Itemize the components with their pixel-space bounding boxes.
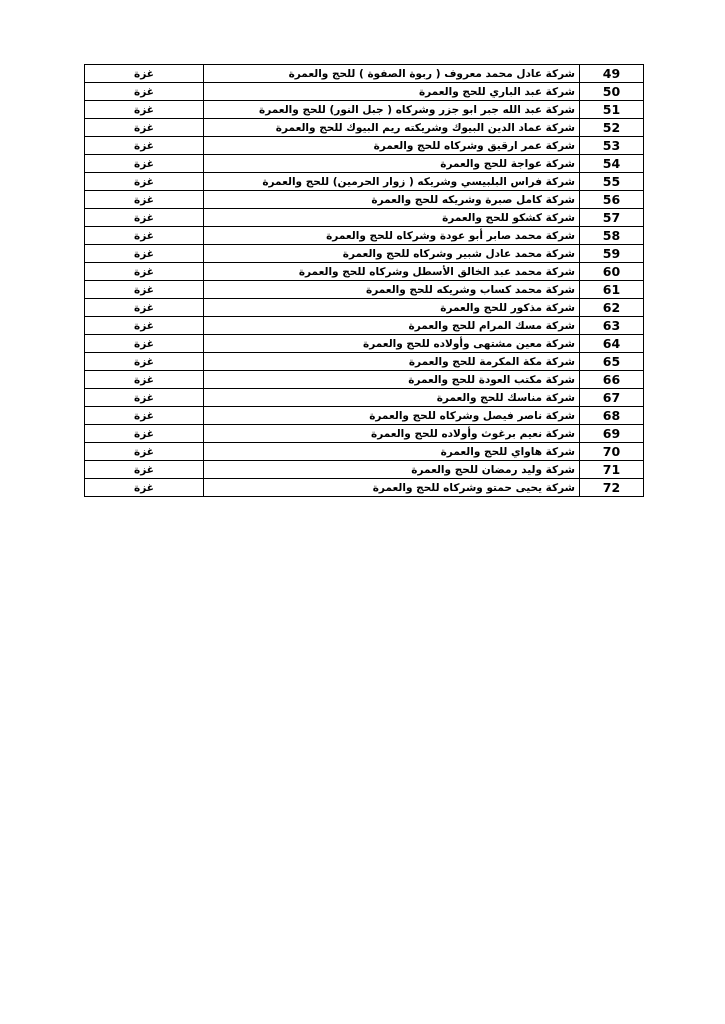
row-number-cell: 51: [580, 101, 644, 119]
row-number-cell: 57: [580, 209, 644, 227]
row-number-cell: 49: [580, 65, 644, 83]
city-cell: غزة: [85, 173, 204, 191]
table-row: [85, 317, 644, 335]
city-cell: غزة: [85, 119, 204, 137]
city-cell: غزة: [85, 443, 204, 461]
city-cell: غزة: [85, 461, 204, 479]
row-number-cell: 59: [580, 245, 644, 263]
table-row: [85, 173, 644, 191]
city-cell: غزة: [85, 263, 204, 281]
city-cell: غزة: [85, 335, 204, 353]
city-cell: غزة: [85, 245, 204, 263]
table-row: [85, 101, 644, 119]
table-row: [85, 227, 644, 245]
company-name-cell: شركة كامل صبرة وشريكه للحج والعمرة: [204, 191, 580, 209]
city-cell: غزة: [85, 353, 204, 371]
city-cell: غزة: [85, 209, 204, 227]
city-cell: غزة: [85, 281, 204, 299]
table-row: [85, 353, 644, 371]
company-name-cell: شركة عادل محمد معروف ( ربوة الصفوة ) للحج والعمرة: [204, 65, 580, 83]
company-name-cell: شركة مذكور للحج والعمرة: [204, 299, 580, 317]
row-number-cell: 60: [580, 263, 644, 281]
company-name-cell: شركة عماد الدين البيوك وشريكته ريم البيوك للحج والعمرة: [204, 119, 580, 137]
company-name-cell: شركة مكتب العودة للحج والعمرة: [204, 371, 580, 389]
table-row: [85, 479, 644, 497]
table-row: [85, 461, 644, 479]
table-row: [85, 407, 644, 425]
table-row: [85, 65, 644, 83]
row-number-cell: 53: [580, 137, 644, 155]
row-number-cell: 56: [580, 191, 644, 209]
city-cell: غزة: [85, 371, 204, 389]
row-number-cell: 66: [580, 371, 644, 389]
city-cell: غزة: [85, 407, 204, 425]
table-row: [85, 119, 644, 137]
table-row: [85, 371, 644, 389]
table-row: [85, 83, 644, 101]
company-name-cell: شركة وليد رمضان للحج والعمرة: [204, 461, 580, 479]
city-cell: غزة: [85, 83, 204, 101]
company-name-cell: شركة محمد كساب وشريكه للحج والعمرة: [204, 281, 580, 299]
company-name-cell: شركة مسك المرام للحج والعمرة: [204, 317, 580, 335]
company-name-cell: شركة فراس البلبيسي وشريكه ( زوار الحرمين) للحج والعمرة: [204, 173, 580, 191]
company-name-cell: شركة عواجة للحج والعمرة: [204, 155, 580, 173]
row-number-cell: 71: [580, 461, 644, 479]
company-name-cell: شركة يحيى حمتو وشركاه للحج والعمرة: [204, 479, 580, 497]
table-row: [85, 281, 644, 299]
row-number-cell: 67: [580, 389, 644, 407]
company-name-cell: شركة ناصر فيصل وشركاه للحج والعمرة: [204, 407, 580, 425]
row-number-cell: 50: [580, 83, 644, 101]
table-row: [85, 209, 644, 227]
row-number-cell: 69: [580, 425, 644, 443]
company-name-cell: شركة هاواي للحج والعمرة: [204, 443, 580, 461]
row-number-cell: 61: [580, 281, 644, 299]
city-cell: غزة: [85, 191, 204, 209]
city-cell: غزة: [85, 65, 204, 83]
table-row: [85, 425, 644, 443]
company-name-cell: شركة نعيم برغوث وأولاده للحج والعمرة: [204, 425, 580, 443]
company-name-cell: شركة مناسك للحج والعمرة: [204, 389, 580, 407]
table-row: [85, 191, 644, 209]
city-cell: غزة: [85, 317, 204, 335]
row-number-cell: 62: [580, 299, 644, 317]
document-page: [84, 64, 644, 497]
row-number-cell: 58: [580, 227, 644, 245]
row-number-cell: 54: [580, 155, 644, 173]
row-number-cell: 55: [580, 173, 644, 191]
row-number-cell: 70: [580, 443, 644, 461]
table-row: [85, 263, 644, 281]
table-row: [85, 137, 644, 155]
row-number-cell: 65: [580, 353, 644, 371]
row-number-cell: 72: [580, 479, 644, 497]
table-row: [85, 443, 644, 461]
row-number-cell: 63: [580, 317, 644, 335]
city-cell: غزة: [85, 299, 204, 317]
company-name-cell: شركة محمد عادل شبير وشركاه للحج والعمرة: [204, 245, 580, 263]
row-number-cell: 68: [580, 407, 644, 425]
company-name-cell: شركة عبد الله جبر ابو جزر وشركاه ( جبل النور) للحج والعمرة: [204, 101, 580, 119]
row-number-cell: 52: [580, 119, 644, 137]
table-row: [85, 335, 644, 353]
row-number-cell: 64: [580, 335, 644, 353]
table-row: [85, 155, 644, 173]
city-cell: غزة: [85, 137, 204, 155]
table-row: [85, 389, 644, 407]
company-name-cell: شركة كشكو للحج والعمرة: [204, 209, 580, 227]
company-name-cell: شركة معين مشتهى وأولاده للحج والعمرة: [204, 335, 580, 353]
table-row: [85, 245, 644, 263]
city-cell: غزة: [85, 155, 204, 173]
table-row: [85, 299, 644, 317]
companies-table-body: [85, 65, 644, 497]
company-name-cell: شركة مكة المكرمة للحج والعمرة: [204, 353, 580, 371]
city-cell: غزة: [85, 389, 204, 407]
city-cell: غزة: [85, 227, 204, 245]
company-name-cell: شركة محمد عبد الخالق الأسطل وشركاه للحج والعمرة: [204, 263, 580, 281]
city-cell: غزة: [85, 425, 204, 443]
companies-table: [84, 64, 644, 497]
company-name-cell: شركة عمر ارقيق وشركاه للحج والعمرة: [204, 137, 580, 155]
company-name-cell: شركة محمد صابر أبو عودة وشركاه للحج والعمرة: [204, 227, 580, 245]
city-cell: غزة: [85, 479, 204, 497]
city-cell: غزة: [85, 101, 204, 119]
company-name-cell: شركة عبد الباري للحج والعمرة: [204, 83, 580, 101]
